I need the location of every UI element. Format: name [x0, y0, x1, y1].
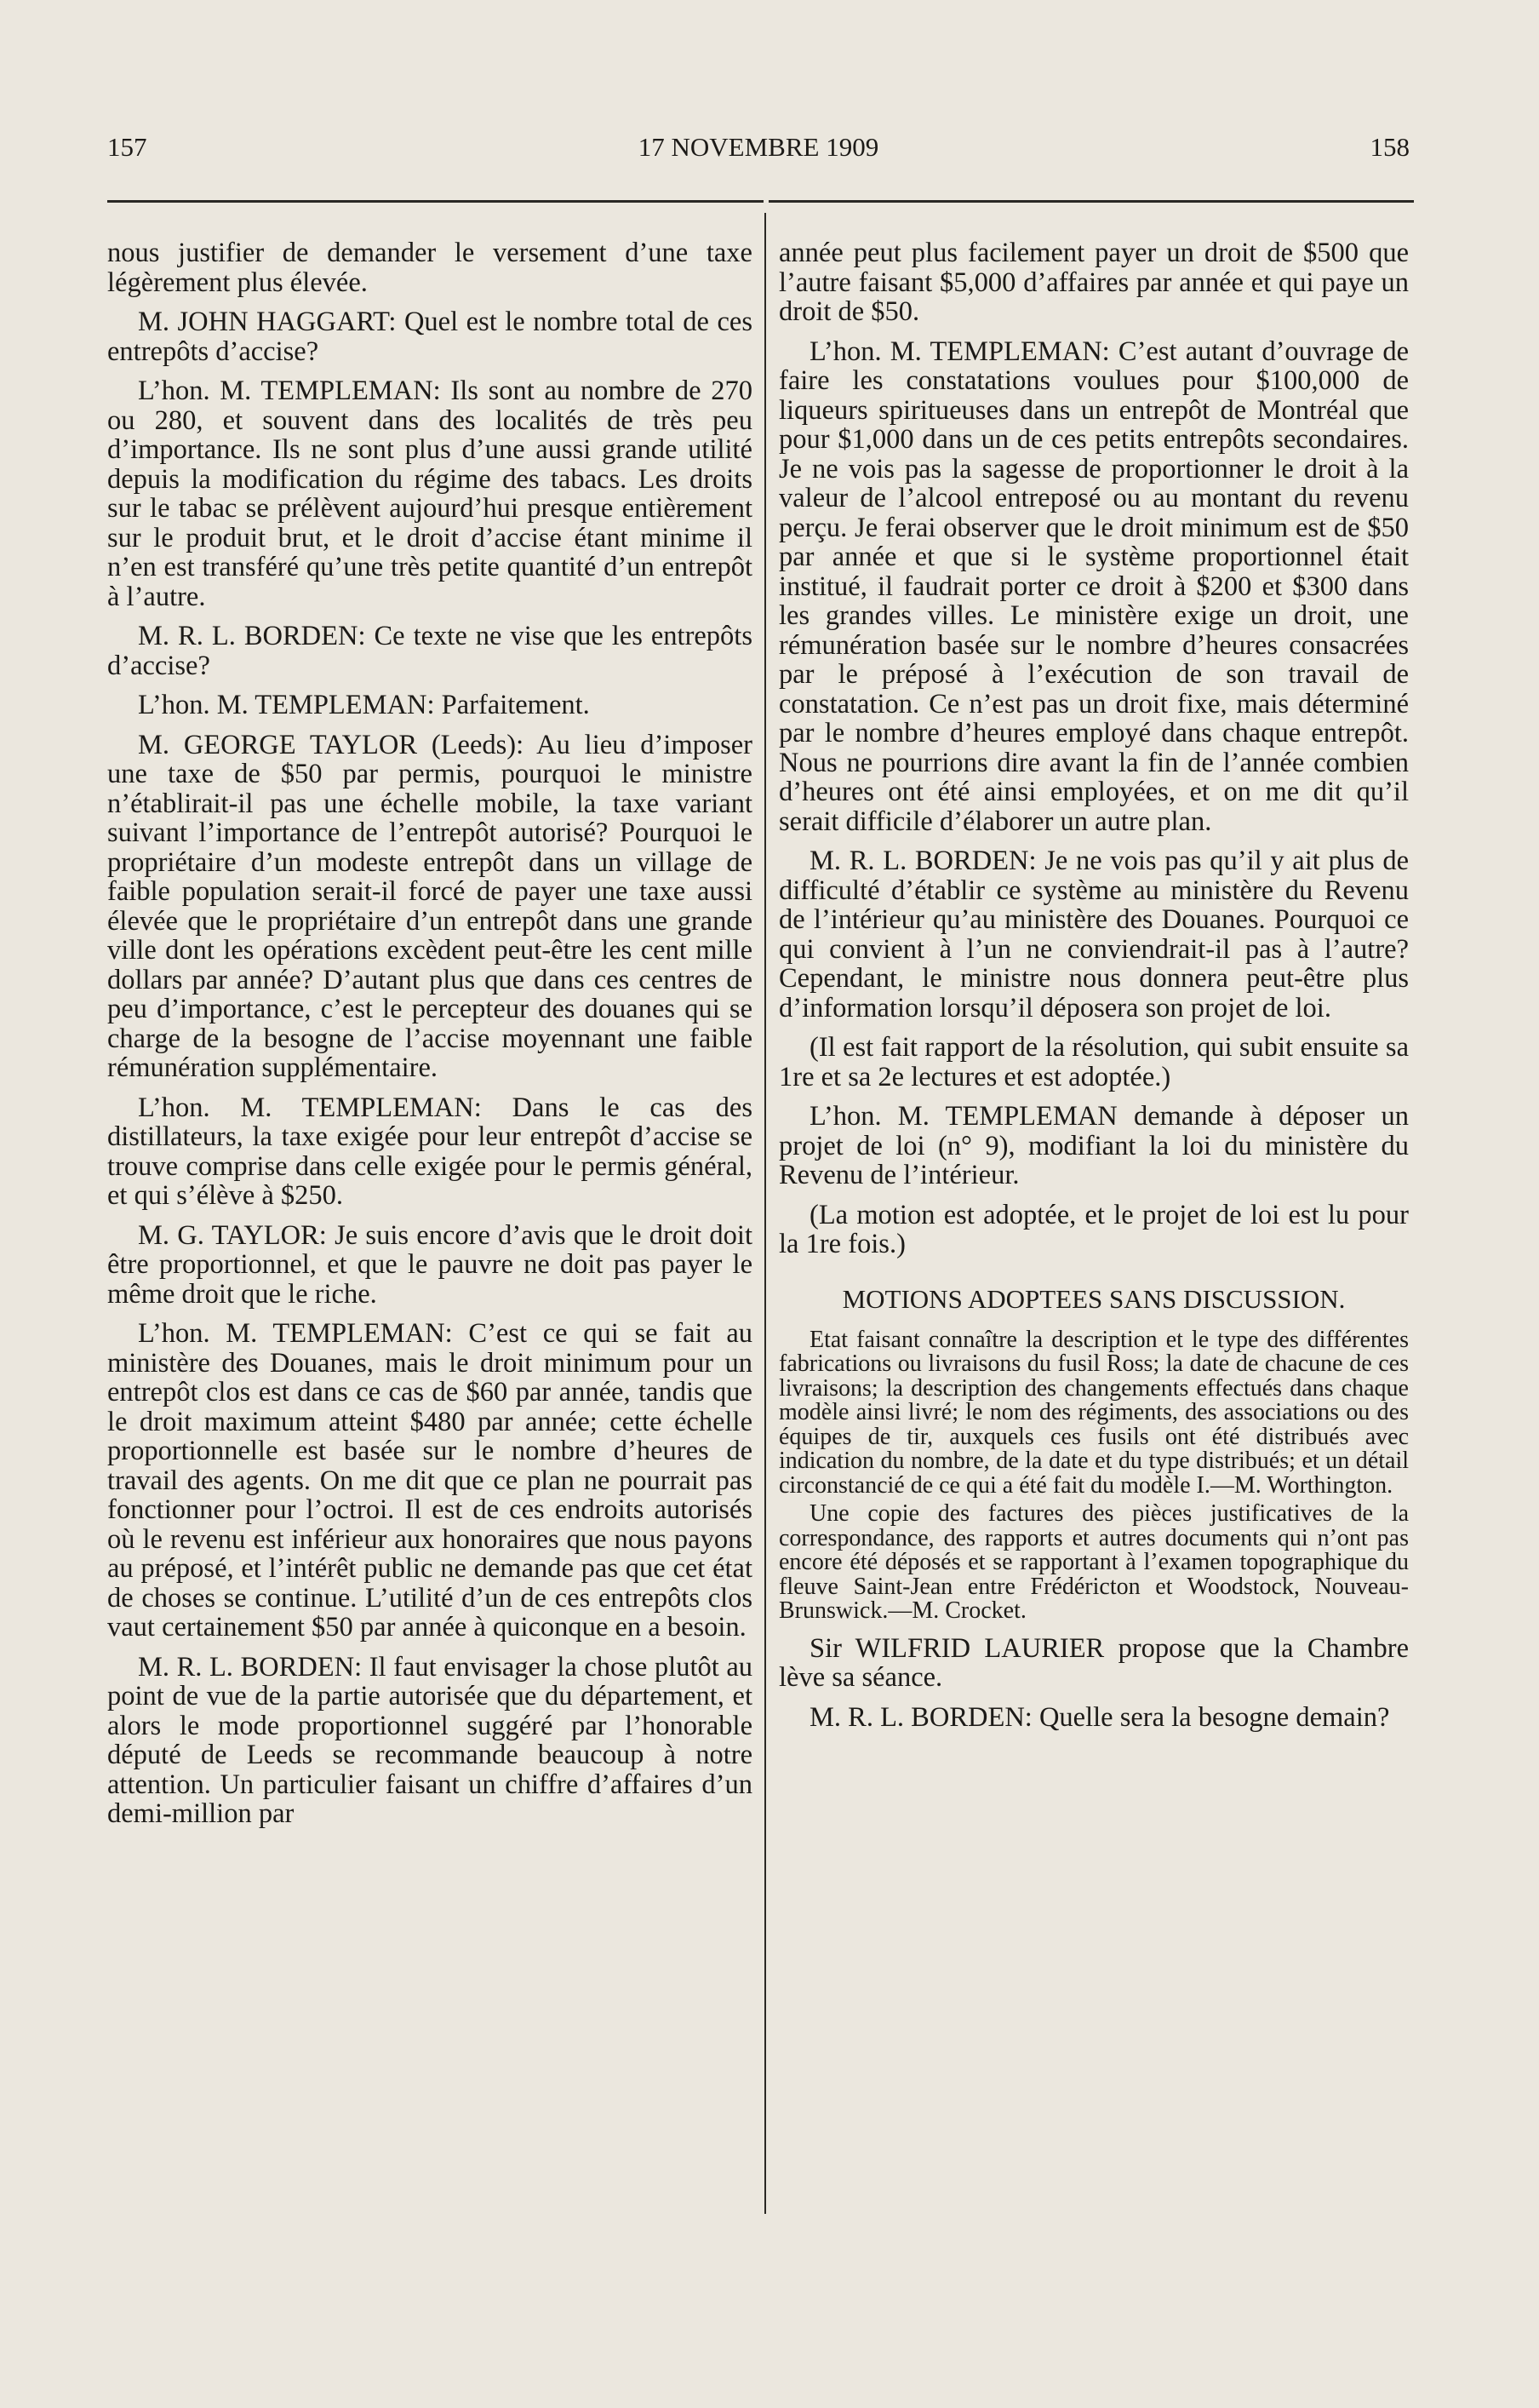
paragraph: L’hon. M. TEMPLEMAN: C’est autant d’ouvrage de faire les constatations voulues pour $100,000 de liqueurs spiritueuses dans un entrepôt de Montréal que pour $1,000 dans un de ces petits entrepôts secondaires. Je ne vois pas la sagesse de proportionner le droit à la valeur de l’alcool entreposé ou au montant du revenu perçu. Je ferai observer que le droit minimum est de $50 par année et que si le système proportionnel était institué, il faudrait porter ce droit à $200 et $300 dans les grandes villes. Le ministère exige un droit, une rémunération basée sur le nombre d’heures consacrées par le préposé à l’exécution de son travail de constatation. Ce n’est pas un droit fixe, mais déterminé par le nombre d’heures employé dans chaque entrepôt. Nous ne pourrions dire avant la fin de l’année combien d’heures ont été ainsi employées, et on me dit qu’il serait difficile d’élaborer un autre plan. — [779, 335, 1409, 837]
paragraph: L’hon. M. TEMPLEMAN demande à déposer un projet de loi (n° 9), modifiant la loi du ministère du Revenu de l’intérieur. — [779, 1101, 1409, 1190]
paragraph: (Il est fait rapport de la résolution, qui subit ensuite sa 1re et sa 2e lectures et est adoptée.) — [779, 1032, 1409, 1092]
paragraph: M. G. TAYLOR: Je suis encore d’avis que le droit doit être proportionnel, et que le pauvre ne doit pas payer le même droit que le riche. — [107, 1219, 752, 1310]
section-heading: MOTIONS ADOPTEES SANS DISCUSSION. — [842, 1283, 1346, 1314]
paragraph: M. GEORGE TAYLOR (Leeds): Au lieu d’imposer une taxe de $50 par permis, pourquoi le ministre n’établirait-il pas une échelle mobile, la taxe variant suivant l’importance de l’entrepôt autorisé? Pourquoi le propriétaire d’un modeste entrepôt dans un village de faible population serait-il forcé de payer une taxe aussi élevée que le propriétaire d’un entrepôt dans une grande ville dont les opérations excèdent peut-être les cent mille dollars par année? D’autant plus que dans ces centres de peu d’importance, c’est le percepteur des douanes qui se charge de la besogne de l’accise moyennant une faible rémunération supplémentaire. — [107, 729, 752, 1083]
page-header — [107, 132, 1410, 175]
paragraph: L’hon. M. TEMPLEMAN: C’est ce qui se fait au ministère des Douanes, mais le droit minimum pour un entrepôt clos est dans ce cas de $60 par année, tandis que le droit maximum atteint $480 par année; cette échelle proportionnelle est basée sur le nombre d’heures de travail des agents. On me dit que ce plan ne pourrait pas fonctionner pour l’octroi. Il est de ces endroits autorisés où le revenu est inférieur aux honoraires que nous payons au préposé, et l’intérêt public ne demande pas que cet état de choses se continue. L’utilité d’un de ces entrepôts clos vaut certainement $50 par année à quiconque en a besoin. — [107, 1318, 752, 1643]
paragraph: M. R. L. BORDEN: Il faut envisager la chose plutôt au point de vue de la partie autorisée que du département, et alors le mode proportionnel suggéré par l’honorable député de Leeds se recommande beaucoup à notre attention. Un particulier faisant un chiffre d’affaires d’un demi-million par — [107, 1651, 752, 1829]
left-column — [107, 238, 752, 1839]
page-number-left: 157 — [107, 132, 147, 162]
paragraph: M. R. L. BORDEN: Je ne vois pas qu’il y ait plus de difficulté d’établir ce système au ministère du Revenu de l’intérieur qu’au ministère des Douanes. Pourquoi ce qui convient à l’un ne conviendrait-il pas à l’autre? Cependant, le ministre nous donnera peut-être plus d’information lorsqu’il déposera son projet de loi. — [779, 846, 1409, 1023]
paragraph: M. JOHN HAGGART: Quel est le nombre total de ces entrepôts d’accise? — [107, 307, 752, 367]
column-divider — [764, 213, 766, 2214]
paragraph: L’hon. M. TEMPLEMAN: Parfaitement. — [138, 690, 590, 720]
page-date: 17 NOVEMBRE 1909 — [638, 132, 879, 162]
motion-item: Une copie des factures des pièces justificatives de la correspondance, des rapports et autres documents qui n’ont pas encore été déposés et se rapportant à l’examen topographique du fleuve Saint-Jean entre Frédéricton et Woodstock, Nouveau-Brunswick.—M. Crocket. — [779, 1500, 1409, 1624]
right-column — [779, 238, 1409, 1742]
paragraph: M. R. L. BORDEN: Quelle sera la besogne demain? — [810, 1701, 1390, 1733]
paragraph: Sir WILFRID LAURIER propose que la Chambre lève sa séance. — [779, 1632, 1409, 1693]
paragraph: (La motion est adoptée, et le projet de loi est lu pour la 1re fois.) — [779, 1199, 1409, 1259]
paragraph: M. R. L. BORDEN: Ce texte ne vise que les entrepôts d’accise? — [107, 621, 752, 681]
paragraph: L’hon. M. TEMPLEMAN: Dans le cas des distillateurs, la taxe exigée pour leur entrepôt d’accise se trouve comprise dans celle exigée pour le permis général, et qui s’élève à $250. — [107, 1092, 752, 1211]
motion-item: Etat faisant connaître la description et le type des différentes fabrications ou livraisons du fusil Ross; la date de chacune de ces livraisons; la description des changements effectués dans chaque modèle ainsi livré; le nom des régiments, des associations ou des équipes de tir, auxquels ces fusils ont été distribués avec indication du nombre, de la date et du type distribués; et un détail circonstancié de ce qui a été fait du modèle I.—M. Worthington. — [779, 1326, 1409, 1499]
paragraph: année peut plus facilement payer un droit de $500 que l’autre faisant $5,000 d’affaires par année et qui paye un droit de $50. — [779, 238, 1409, 327]
header-rule-left — [107, 200, 764, 203]
page-number-right: 158 — [1370, 132, 1410, 162]
header-rule-right — [769, 200, 1414, 203]
paragraph: L’hon. M. TEMPLEMAN: Ils sont au nombre de 270 ou 280, et souvent dans des localités de très peu d’importance. Ils ne sont plus d’une aussi grande utilité depuis la modification du régime des tabacs. Les droits sur le tabac se prélèvent aujourd’hui presque entièrement sur le produit brut, et le droit d’accise étant minime il n’en est transféré qu’une très petite quantité d’un entrepôt à l’autre. — [107, 376, 752, 612]
paragraph: nous justifier de demander le versement d’une taxe légèrement plus élevée. — [107, 238, 752, 298]
